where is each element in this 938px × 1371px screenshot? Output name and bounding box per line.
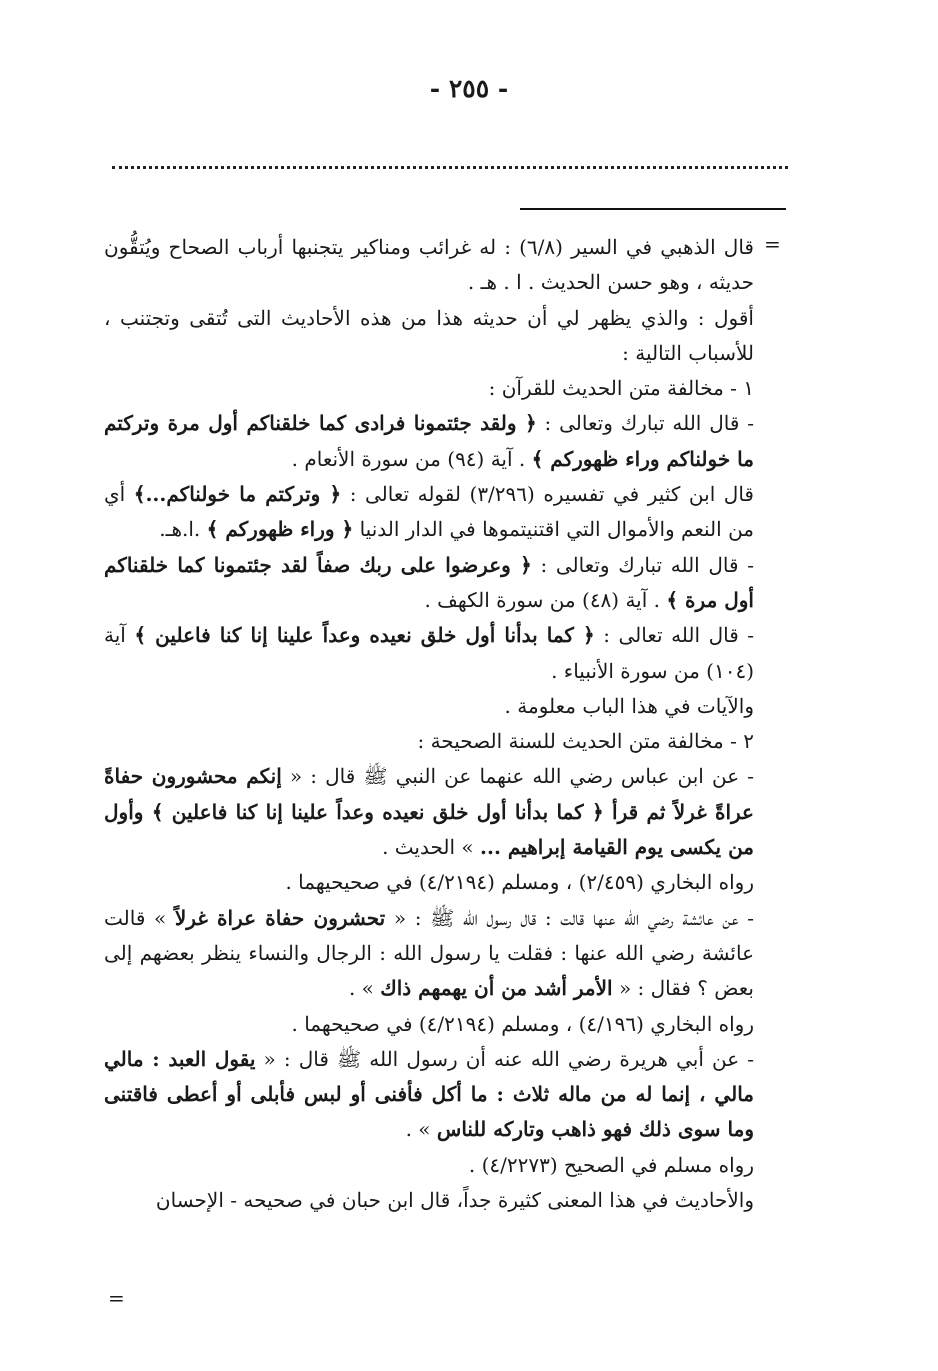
text-run: » قالت عائشة رضي الله عنها : فقلت يا رسول الله : الرجال والنساء ينظر بعضهم إلى بعض ؟ فقال : « <box>104 905 754 1001</box>
bold-text-run: تحشرون حفاة عراة غرلاً <box>174 905 386 930</box>
bold-text-run: إنكم محشورون حفاةً عراةً غرلاً ثم قرأ ﴿ كما بدأنا أول خلق نعيده وعداً علينا إنا كنا فاعلين ﴾ وأول من يكسى يوم القيامة إبراهيم ... <box>104 764 754 860</box>
paragraph <box>104 406 754 477</box>
paragraph <box>104 901 754 1007</box>
text-run: ١ - مخالفة متن الحديث للقرآن : <box>488 376 754 401</box>
text-run: - عن عائشة رضي الله عنها قالت : قال رسول الله ﷺ : « <box>385 905 754 930</box>
bold-text-run: يقول العبد : مالي مالي ، إنما له من ماله ثلاث : ما أكل فأفنى أو لبس فأبلى أو أعطى فاقتنى وما سوى ذلك فهو ذاهب وتاركه للناس <box>104 1046 754 1142</box>
page-number: - ٢٥٥ - <box>429 74 509 103</box>
text-run: أي من النعم والأموال التي اقتنيتموها في الدار الدنيا <box>104 482 754 542</box>
text-run: - عن ابن عباس رضي الله عنهما عن النبي ﷺ قال : « <box>281 764 755 789</box>
text-run: قال ابن كثير في تفسيره (٣/٢٩٦) لقوله تعالى : <box>341 482 754 507</box>
text-run: - قال الله تعالى : <box>594 623 755 648</box>
paragraph <box>104 230 754 301</box>
text-run: أقول : والذي يظهر لي أن حديثه هذا من هذه الأحاديث التى تُتقى وتجتنب ، للأسباب التالية : <box>104 305 754 365</box>
text-run: - قال الله تبارك وتعالى : <box>531 552 755 577</box>
bold-text-run: الأمر أشد من أن يهمهم ذاك <box>380 976 613 1001</box>
continuation-mark-top: = <box>764 232 781 256</box>
text-run: رواه البخاري (٢/٤٥٩) ، ومسلم (٤/٢١٩٤) في صحيحيهما . <box>285 870 754 895</box>
paragraph <box>104 689 754 724</box>
paragraph <box>104 477 754 548</box>
text-run: » . <box>405 1117 437 1142</box>
paragraph <box>104 618 754 689</box>
bold-text-run: ﴿ وراء ظهوركم ﴾ <box>206 517 354 542</box>
text-run: . آية (٩٤) من سورة الأنعام . <box>291 446 532 471</box>
text-run: .ا.هـ. <box>159 517 207 542</box>
footnote-body <box>104 230 754 1218</box>
text-run: رواه البخاري (٤/١٩٦) ، ومسلم (٤/٢١٩٤) في صحيحهما . <box>291 1011 754 1036</box>
text-run: . آية (٤٨) من سورة الكهف . <box>424 587 667 612</box>
text-run: - عن أبي هريرة رضي الله عنه أن رسول الله ﷺ قال : « <box>255 1046 754 1071</box>
dotted-divider <box>112 166 788 169</box>
text-run: آية (١٠٤) من سورة الأنبياء . <box>104 623 754 683</box>
text-run: » الحديث . <box>382 835 481 860</box>
paragraph <box>104 865 754 900</box>
text-run: رواه مسلم في الصحيح (٤/٢٢٧٣) . <box>468 1152 754 1177</box>
paragraph <box>104 371 754 406</box>
paragraph <box>104 1183 754 1218</box>
paragraph <box>104 759 754 865</box>
bold-text-run: ﴿ وعرضوا على ربك صفاً لقد جئتمونا كما خلقناكم أول مرة ﴾ <box>104 552 754 612</box>
footnote-rule <box>520 208 786 210</box>
text-run: - قال الله تبارك وتعالى : <box>536 411 754 436</box>
paragraph <box>104 301 754 372</box>
text-run: والأحاديث في هذا المعنى كثيرة جداً، قال ابن حبان في صحيحه - الإحسان <box>155 1188 754 1213</box>
bold-text-run: ﴿ ولقد جئتمونا فرادى كما خلقناكم أول مرة وتركتم ما خولناكم وراء ظهوركم ﴾ <box>104 411 754 471</box>
text-run: ٢ - مخالفة متن الحديث للسنة الصحيحة : <box>417 729 754 754</box>
paragraph <box>104 548 754 619</box>
paragraph <box>104 1007 754 1042</box>
bold-text-run: ﴿ وتركتم ما خولناكم...﴾ <box>133 482 342 507</box>
paragraph <box>104 1042 754 1148</box>
text-run: » . <box>348 976 381 1001</box>
paragraph <box>104 724 754 759</box>
bold-text-run: ﴿ كما بدأنا أول خلق نعيده وعداً علينا إنا كنا فاعلين ﴾ <box>134 623 595 648</box>
continuation-mark-bottom: = <box>108 1286 125 1310</box>
text-run: قال الذهبي في السير (٦/٨) : له غرائب ومناكير يتجنبها أرباب الصحاح ويُتقُّون حديثه ، وهو حسن الحديث . ا . هـ . <box>104 235 754 295</box>
paragraph <box>104 1148 754 1183</box>
text-run: والآيات في هذا الباب معلومة . <box>504 693 754 718</box>
